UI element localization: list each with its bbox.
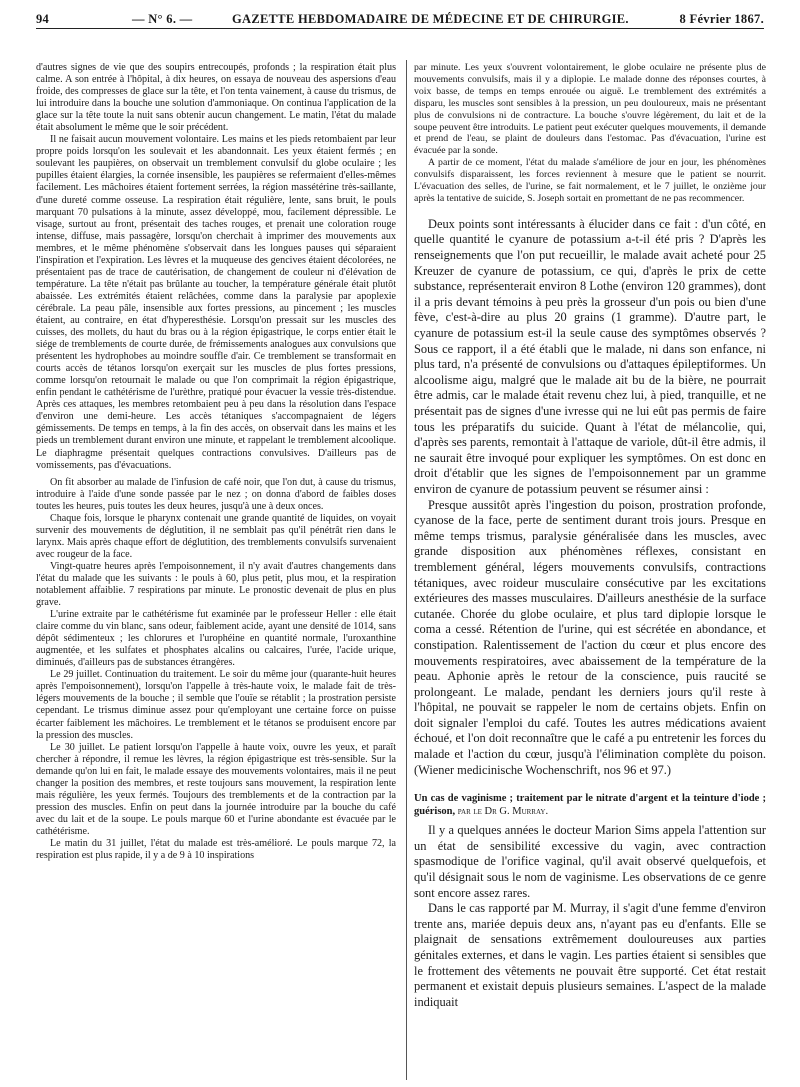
right-column xyxy=(414,62,766,1082)
paragraph: L'urine extraite par le cathétérisme fut examinée par le professeur Heller : elle était claire comme du vin blanc, sans odeur, faiblement acide, ayant une densité de 1014, sans dépôt sédimenteux ; les chlorures et l'urophéine en quantité normale, l'uroxanthine augmentée, et les sulfates et phosphates alcalins ou calcaires, l'urée, l'acide urique, diminués, d'ailleurs pas de substances étrangères. xyxy=(36,609,396,669)
issue-date: 8 Février 1867. xyxy=(679,12,764,26)
page-number: 94 xyxy=(36,12,50,26)
paragraph: Il ne faisait aucun mouvement volontaire. Les mains et les pieds retombaient par leur propre poids lorsqu'on les soulevait et les abandonnait. Les yeux étaient fermés ; en soulevant les paupières, on observait un tremblement convulsif du globe oculaire ; les pupilles étaient élargies, la cornée insensible, les paupières se refermaient d'elles-mêmes facilement. Les mâchoires étaient fortement serrées, la région massétérine très-saillante, d'une dureté comme osseuse. La respiration était régulière, lente, sans bruit, le pouls marquant 70 pulsations à la minute, assez développé, mou, facilement dépressible. Le visage, surtout au front, présentait des taches rouges, et prenait une coloration rouge intense, diffuse, mais passagère, lorsqu'on cherchait à imprimer des mouvements aux membres, et le même phénomène s'observait dans les longues pauses qui séparaient l'inspiration et l'expiration. Les lèvres et la muqueuse des gencives étaient décolorées, ne présentaient pas de trace de cautérisation, de changement de couleur ni d'élévation de température. La tête n'était pas brûlante au toucher, la température générale était plutôt abaissée. Les extrémités étaient relâchées, comme dans la paralysie par apoplexie cérébrale. La peau pâle, insensible aux fortes pressions, au pincement ; les muscles étaient, au contraire, en état d'hyperesthésie. Lorsqu'on pressait sur les muscles des cuisses, des mollets, du haut du bras ou à la région épigastrique, le corps entier était le siége de tremblements de courte durée, de frémissements analogues aux convulsions que présentent les hydrophobes au moindre souffle d'air. Ce tremblement se transformait en courts accès de tétanos lorsqu'on exerçait sur les muscles de plus fortes pressions, comme lorsqu'on retournait le malade ou que l'on comprimait la région épigastrique, enfin pendant le cathétérisme de l'urèthre, pratiqué pour évacuer la vessie très-distendue. Après ces attaques, les membres retombaient peu à peu dans la résolution dans l'espace d'environ une demi-heure. Les accès tétaniques s'accompagnaient de légers gémissements. De temps en temps, à la fin des accès, on observait dans les mains et les pieds un tremblement durant environ une minute, et rappelant le tremblement alcoolique. Le diaphragme présentait quelques contractions convulsives. D'ailleurs pas de vomissements, pas d'évacuations. xyxy=(36,134,396,471)
article-title-text: Un cas de vaginisme ; traitement par le nitrate d'argent et la teinture d'iode ; guérison, xyxy=(414,793,766,818)
article-author: par le Dr G. Murray. xyxy=(457,806,549,818)
paragraph: Dans le cas rapporté par M. Murray, il s'agit d'une femme d'environ trente ans, mariée depuis deux ans, n'ayant pas eu d'enfants. Elle se plaignait de sensations extrêmement douloureuses aux parties génitales externes, et dans le vagin. Les parties étaient si sensibles que le frottement des vêtements ne pouvait être supporté. Cet état restait permanent et existait depuis plusieurs semaines. L'aspect de la malade indiquait xyxy=(414,901,766,1009)
article-title xyxy=(414,792,766,818)
paragraph: Il y a quelques années le docteur Marion Sims appela l'attention sur un état de sensibilité excessive du vagin, avec contraction spasmodique de l'orifice vaginal, qu'il avait observé quelquefois, et qu'il désignait sous le nom de vaginisme. Les observations de ce genre sont encore assez rares. xyxy=(414,823,766,900)
paragraph: Chaque fois, lorsque le pharynx contenait une grande quantité de liquides, on voyait survenir des mouvements de déglutition, il ne semblait pas qu'il pénétrât rien dans le larynx. Mais après chaque effort de déglutition, des tremblements convulsifs survenaient avec rougeur de la face. xyxy=(36,512,396,560)
paragraph: Le matin du 31 juillet, l'état du malade est très-amélioré. Le pouls marque 72, la respiration est plus rapide, il y a de 9 à 10 inspirations xyxy=(36,838,396,862)
paragraph: A partir de ce moment, l'état du malade s'améliore de jour en jour, les phénomènes convulsifs disparaissent, les forces reviennent à mesure que le patient se nourrit. L'évacuation des selles, de l'urine, se fait normalement, et le 7 juillet, le onzième jour après la tentative de suicide, S. Joseph sortait en promettant de ne pas recommencer. xyxy=(414,157,766,204)
paragraph: Le 30 juillet. Le patient lorsqu'on l'appelle à haute voix, ouvre les yeux, et paraît chercher à répondre, il remue les lèvres, la région épigastrique est très-sensible. Sur la demande qu'on lui en fait, le malade essaye des mouvements volontaires, mais il ne peut changer la position des membres, et reste toujours sans mouvement, la respiration lente mais régulière, les yeux fermés. Toujours des tremblements et de la contraction par la pression des muscles. Enfin on peut dans la journée introduire par la bouche du café avec du lait et de la soupe. Le pouls marque 60 et l'urine abondante est évacuée par le cathétérisme. xyxy=(36,741,396,837)
column-divider xyxy=(406,60,407,1080)
journal-title: GAZETTE HEBDOMADAIRE DE MÉDECINE ET DE CHIRURGIE. xyxy=(232,12,629,26)
issue-number: — N° 6. — xyxy=(132,12,193,26)
paragraph: Presque aussitôt après l'ingestion du poison, prostration profonde, cyanose de la face, perte de sentiment durant trois jours. Presque en même temps trismus, paralysie généralisée dans les muscles, avec grande disposition aux phénomènes réflexes, consistant en tremblement général, légers mouvements convulsifs, contractions tétaniques, avec roideur musculaire consécutive par les excitations extérieures des masses musculaires. D'ailleurs anesthésie de la surface cutanée. Chorée du globe oculaire, et plus tard diplopie lorsque le coma a cessé. Rétention de l'urine, qui est sécrétée en abondance, et constipation. Ralentissement de l'action du cœur et plus encore des mouvements respiratoires, avec abaissement de la température de la peau. Aphonie après le retour de la conscience, puis raucité se prolongeant. Le malade, pendant les derniers jours qu'il reste à l'hôpital, ne pouvait se rappeler le nom de certains objets. Enfin on doit signaler l'emploi du café. Toutes les autres médications avaient échoué, et l'on doit reconnaître que le café a pu entretenir les forces du malade et l'action du cœur, jusqu'à l'élimination complète du poison. (Wiener medicinische Wochenschrift, nos 96 et 97.) xyxy=(414,497,766,777)
paragraph: On fit absorber au malade de l'infusion de café noir, que l'on dut, à cause du trismus, introduire à l'aide d'une sonde passée par le nez ; on donna d'abord de faibles doses toutes les heures, puis toutes les deux heures, jusqu'à une à deux onces. xyxy=(36,476,396,512)
header-rule xyxy=(36,28,764,29)
page-header xyxy=(36,6,764,36)
paragraph: Vingt-quatre heures après l'empoisonnement, il n'y avait d'autres changements dans l'état du malade que les suivants : le pouls à 60, plus petit, plus mou, et la respiration notablement affaiblie. 7 respirations par minute. Le pronostic devenait de plus en plus grave. xyxy=(36,560,396,609)
left-column xyxy=(36,62,396,1082)
paragraph: Le 29 juillet. Continuation du traitement. Le soir du même jour (quarante-huit heures après l'empoisonnement), lorsqu'on l'appelle à très-haute voix, le malade fait de très-légers mouvements de la bouche ; il semble que l'ouïe se rétablit ; la prostration persiste cependant. Le trismus diminue assez pour qu'employant une certaine force on puisse écarter faiblement les mâchoires. Le tremblement et le tétanos se produisent encore par la pression des muscles. xyxy=(36,669,396,741)
paragraph: par minute. Les yeux s'ouvrent volontairement, le globe oculaire ne présente plus de mouvements convulsifs, mais il y a diplopie. Le malade donne des réponses courtes, à voix basse, de temps en temps enrouée ou aiguë. Le tremblement des extrémités a disparu, les muscles sont sensibles à la pression, un peu douloureux, mais ne présentant plus de convulsions ni de contracture. La bouche s'ouvre légèrement, du lait et de la soupe peuvent être introduits. Le patient peut exécuter quelques mouvements, il demande et prend de l'eau, se plaint de douleurs dans l'estomac. Pas d'évacuation, l'urine est évacuée par la sonde. xyxy=(414,62,766,157)
paragraph: Deux points sont intéressants à élucider dans ce fait : d'un côté, en quelle quantité le cyanure de potassium a-t-il été pris ? D'après les renseignements que l'on put recueillir, le malade avait acheté pour 25 Kreuzer de cyanure de potassium, ce qui, d'après le prix de cette substance, représenterait environ 8 Lothe (environ 120 grammes), dont il a pris devant témoins à peu près la grosseur d'un pois ou bien d'une fève, c'est-à-dire au plus 20 grains (1 gramme). D'autre part, le cyanure de potassium est-il la seule cause des symptômes observés ? Sous ce rapport, il a été établi que le malade, ni dans son enfance, ni plus tard, n'a présenté de convulsions ou d'attaques épileptiformes. Un alcoolisme aigu, malgré que le malade ait bu de la bière, ne pourrait être admis, car le malade était revenu chez lui, à pied, tranquille, et ne présentait pas de signes d'une ivresse qui ne lui eût pas permis de faire tous les préparatifs du suicide. Quant à l'état de mélancolie, qui, d'après ses parents, remontait à l'attaque de variole, dût-il être admis, il ne saurait être invoqué pour expliquer les symptômes. On est donc en droit d'établir que les signes de l'empoisonnement par un gramme environ de cyanure de potassium peuvent se résumer ainsi : xyxy=(414,216,766,496)
paragraph: d'autres signes de vie que des soupirs entrecoupés, profonds ; la respiration était plus calme. A son entrée à l'hôpital, à dix heures, on essaya de nouveau des aspersions d'eau froide, des compresses de glace sur la tête, et l'on tenta vainement, à cause du trismus, de lui introduire dans la bouche une solution d'ammoniaque. On continua l'application de la glace sur la tête toute la nuit sans obtenir aucun changement. Le matin, l'état du malade était absolument le même que le soir précédent. xyxy=(36,62,396,134)
